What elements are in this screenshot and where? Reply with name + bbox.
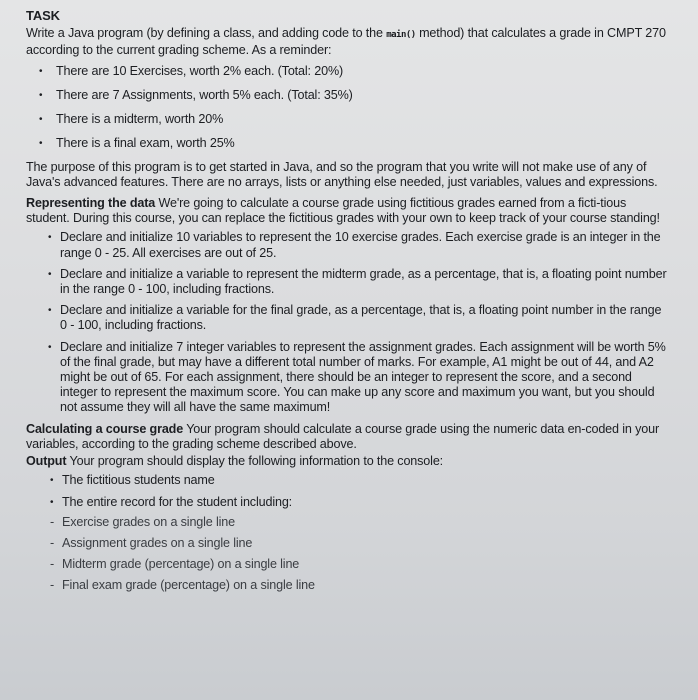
grading-scheme-list [26,64,668,151]
record-item-midterm: - Midterm grade (percentage) on a single line [46,557,668,572]
intro-text-start: Write a Java program (by defining a class, and adding code to the [26,26,387,41]
output-item-record-label: The entire record for the student including: [62,495,293,510]
task-heading: TASK [26,8,60,23]
main-method-code: main() [386,30,416,41]
record-item-final: - Final exam grade (percentage) on a single line [46,578,668,593]
rep-item-midterm: • Declare and initialize a variable to represent the midterm grade, as a percentage, that is, a floating point number in the range 0 - 100, including fractions. [26,267,668,297]
intro-text-end: method) that calculates a grade in CMPT 270 according to the current grading scheme. As a reminder: [26,26,666,58]
representing-list [26,230,668,415]
representing-paragraph [26,196,668,226]
output-label: Output [26,454,67,469]
scheme-item-midterm: • There is a midterm, worth 20% [26,112,668,127]
output-list [26,473,668,593]
purpose-paragraph: The purpose of this program is to get started in Java, and so the program that you write will not make use of any of Java's advanced features. There are no arrays, lists or anything else needed, just variables, values and expressions. [26,159,658,189]
calculating-paragraph [26,422,668,452]
output-paragraph [26,454,668,469]
record-sublist [46,515,668,594]
calculating-text: Your program should calculate a course grade using the numeric data en-coded in your variables, according to the grading scheme described above. [26,421,659,451]
output-text: Your program should display the following information to the console: [66,454,444,469]
rep-item-exercises: • Declare and initialize 10 variables to represent the 10 exercise grades. Each exercise grade is an integer in the range 0 - 25. All exercises are out of 25. [26,230,668,260]
scheme-item-exercises: • There are 10 Exercises, worth 2% each. (Total: 20%) [26,64,668,79]
calculating-label: Calculating a course grade [26,421,184,436]
scheme-item-assignments: • There are 7 Assignments, worth 5% each. (Total: 35%) [26,88,668,103]
record-item-assignments: - Assignment grades on a single line [46,536,668,551]
output-item-name: • The fictitious students name [26,473,668,488]
rep-item-final: • Declare and initialize a variable for the final grade, as a percentage, that is, a floating point number in the range 0 - 100, including fractions. [26,303,668,333]
task-intro [26,26,668,58]
output-item-record [26,495,668,593]
scheme-item-final: • There is a final exam, worth 25% [26,136,668,151]
rep-item-assignments: • Declare and initialize 7 integer variables to represent the assignment grades. Each assignment will be worth 5% of the final grade, but may have a different total number of marks. For example, A1 might be out of 44, and A2 might be out of 65. For each assignment, there should be an integer to represent the score, and a second integer to represent the maximum score. You can make up any score and maximum you want, but you should not assume they will all have the same maximum! [26,340,668,416]
representing-text: We're going to calculate a course grade using fictitious grades earned from a ficti-tious student. During this course, you can replace the fictitious grades with your own to keep track of your course standing! [26,196,660,226]
representing-label: Representing the data [26,196,156,211]
record-item-exercises: - Exercise grades on a single line [46,515,668,530]
